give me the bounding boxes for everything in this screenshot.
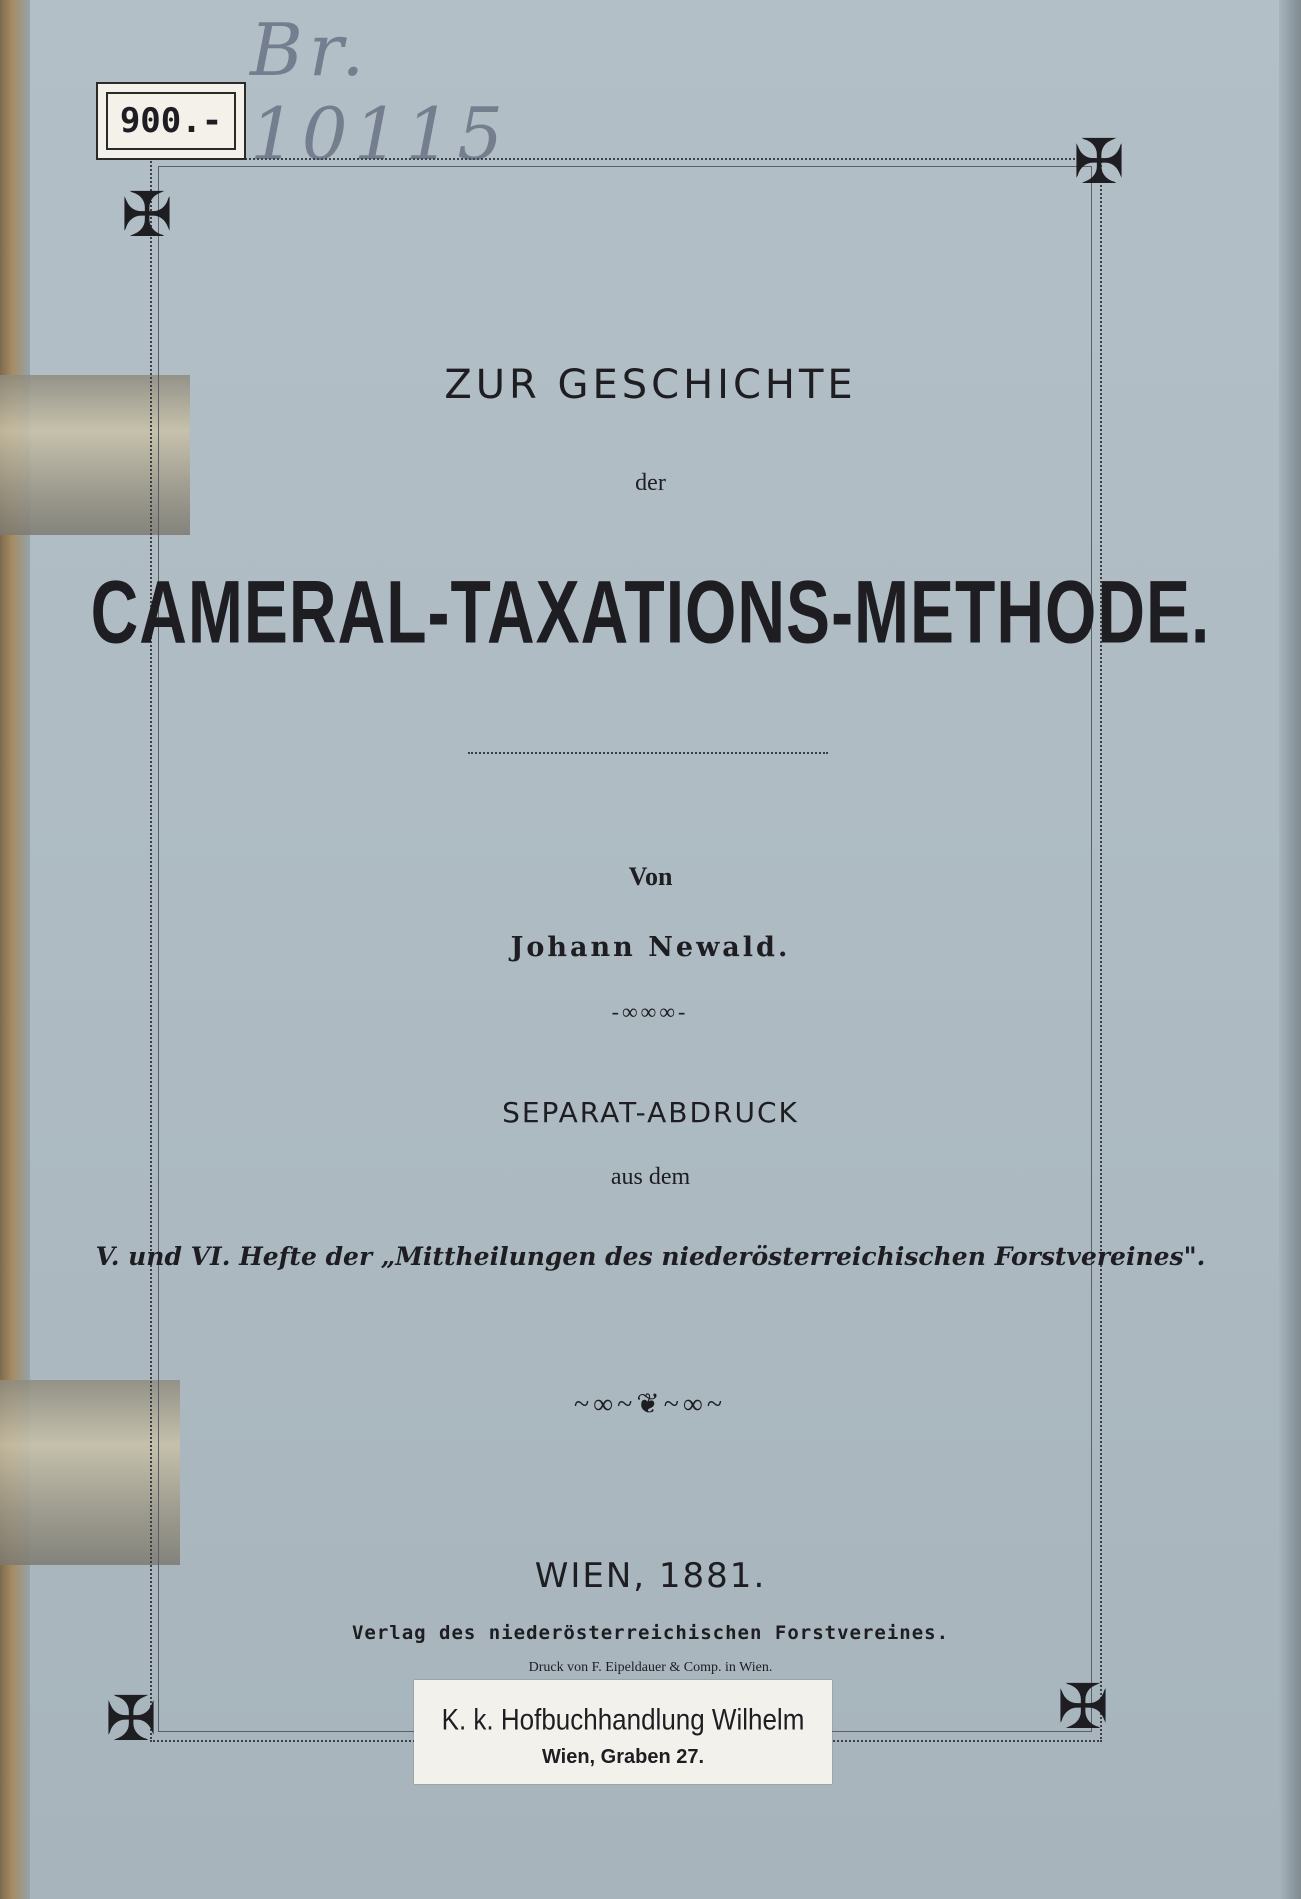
catalog-number: 900.- [106, 92, 236, 150]
author-prefix: Von [628, 862, 673, 891]
author-name: Johann Newald. [510, 932, 791, 963]
handwritten-shelfmark: Br. 10115 [250, 8, 510, 176]
main-title: CAMERAL-TAXATIONS-METHODE. [90, 561, 1211, 662]
reprint-source: V. und VI. Hefte der „Mittheilungen des niederösterreichischen Forstvereines". [95, 1242, 1206, 1271]
ornamental-cross-icon: ✠ [1073, 125, 1125, 198]
bookseller-sticker [414, 1680, 832, 1784]
place-year: WIEN, 1881. [534, 1556, 767, 1596]
publisher-line: Verlag des niederösterreichischen Forstvereines. [351, 1622, 950, 1644]
reprint-from: aus dem [610, 1164, 691, 1190]
bookseller-name: K. k. Hofbuchhandlung Wilhelm [441, 1701, 805, 1737]
bookseller-address: Wien, Graben 27. [541, 1746, 705, 1768]
dotted-divider [468, 752, 828, 754]
printer-line: Druck von F. Eipeldauer & Comp. in Wien. [528, 1660, 773, 1675]
flourish-divider-small: -∞∞∞- [611, 999, 689, 1024]
reprint-heading: SEPARAT-ABDRUCK [502, 1096, 799, 1129]
title-line2: der [635, 470, 666, 496]
catalog-label [96, 82, 246, 160]
flourish-divider-large: ~∞~❦~∞~ [574, 1389, 726, 1420]
title-line1: ZUR GESCHICHTE [444, 362, 857, 408]
ornamental-cross-icon: ✠ [105, 1682, 157, 1755]
ornamental-cross-icon: ✠ [121, 178, 173, 251]
ornamental-cross-icon: ✠ [1057, 1670, 1109, 1743]
